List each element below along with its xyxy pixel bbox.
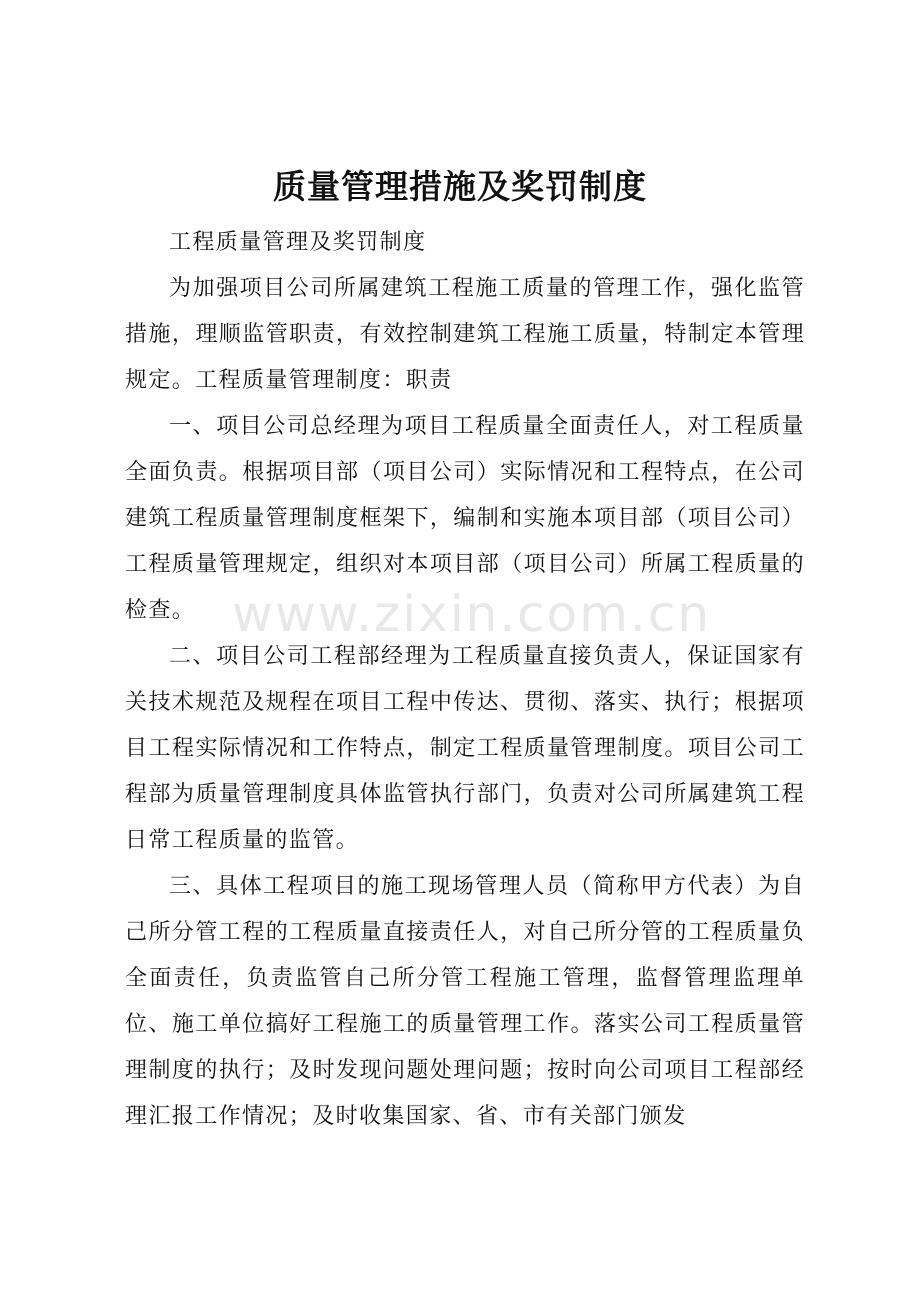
document-body	[125, 220, 805, 1140]
subtitle-paragraph: 工程质量管理及奖罚制度	[169, 230, 427, 255]
intro-paragraph: 为加强项目公司所属建筑工程施工质量的管理工作，强化监管措施，理顺监管职责，有效控制建筑工程施工质量，特制定本管理规定。工程质量管理制度：职责	[125, 276, 805, 393]
watermark: www.zixin.com.cn	[232, 585, 712, 643]
clause-two-paragraph: 二、项目公司工程部经理为工程质量直接负责人，保证国家有关技术规范及规程在项目工程中传达、贯彻、落实、执行；根据项目工程实际情况和工作特点，制定工程质量管理制度。项目公司工程部为质量管理制度具体监管执行部门，负责对公司所属建筑工程日常工程质量的监管。	[125, 644, 805, 853]
document-title: 质量管理措施及奖罚制度	[273, 167, 647, 206]
clause-one-paragraph: 一、项目公司总经理为项目工程质量全面责任人，对工程质量全面负责。根据项目部（项目公司）实际情况和工程特点，在公司建筑工程质量管理制度框架下，编制和实施本项目部（项目公司）工程质量管理规定，组织对本项目部（项目公司）所属工程质量的检查。	[125, 414, 805, 623]
clause-three-paragraph: 三、具体工程项目的施工现场管理人员（简称甲方代表）为自己所分管工程的工程质量直接责任人，对自己所分管的工程质量负全面责任，负责监管自己所分管工程施工管理，监督管理监理单位、施工单位搞好工程施工的质量管理工作。落实公司工程质量管理制度的执行；及时发现问题处理问题；按时向公司项目工程部经理汇报工作情况；及时收集国家、省、市有关部门颁发	[125, 874, 805, 1129]
